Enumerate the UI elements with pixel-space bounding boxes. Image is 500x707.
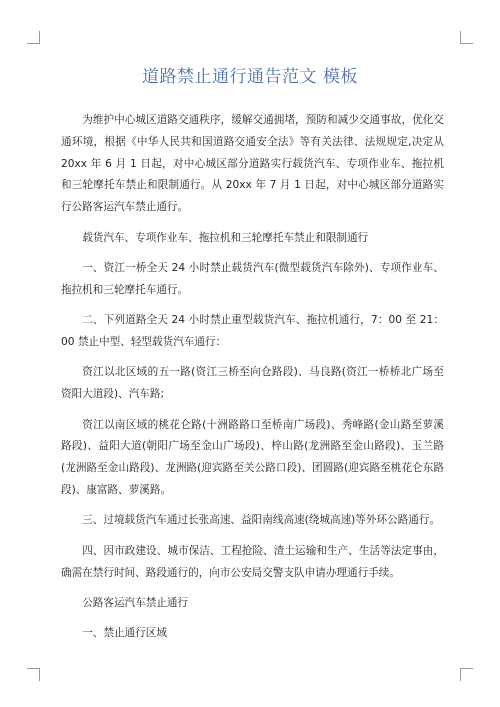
paragraph-intro: 为维护中心城区道路交通秩序，缓解交通拥堵，预防和减少交通事故，优化交通环境，根据《中华人民共和国道路交通安全法》等有关法律、法规规定,决定从 20xx 年 6 月 1 日起，对中心城区部分道路实行载货汽车、专项作业车、拖拉机和三轮摩托车禁止和限制通行。从 20xx 年 7 月 1 日起，对中心城区部分道路实行公路客运汽车禁止通行。 [61,114,444,214]
document-title: 道路禁止通行通告范文 模板 [142,67,358,87]
paragraph-rule-2: 二、下列道路全天 24 小时禁止重型载货汽车、拖拉机通行，7：00 至 21：00 禁止中型、轻型载货汽车通行： [61,314,444,348]
document-body [61,110,444,654]
section-heading-coach: 公路客运汽车禁止通行 [82,596,189,609]
section-heading-freight: 载货汽车、专项作业车、拖拉机和三轮摩托车禁止和限制通行 [82,231,369,244]
crop-mark-top-left [27,31,40,44]
paragraph-north-roads: 资江以北区域的五一路(资江三桥至向仓路段)、马良路(资江一桥桥北广场至资阳大道段)、汽车路; [61,366,444,401]
crop-mark-bottom-right [460,668,473,681]
crop-mark-top-right [460,31,473,44]
crop-mark-bottom-left [27,668,40,681]
paragraph-south-roads: 资江以南区域的桃花仑路(十洲路路口至桥南广场段)、秀峰路(金山路至萝溪路段)、益阳大道(朝阳广场至金山广场段)、梓山路(龙洲路至金山路段)、玉兰路(龙洲路至金山路段)、龙洲路(迎宾路至关公路口段)、团圆路(迎宾路至桃花仑东路段)、康富路、萝溪路。 [61,418,444,496]
paragraph-rule-1: 一、资江一桥全天 24 小时禁止载货汽车(微型载货汽车除外)、专项作业车、拖拉机和三轮摩托车通行。 [61,261,444,296]
paragraph-rule-3: 三、过境载货汽车通过长张高速、益阳南线高速(绕城高速)等外环公路通行。 [82,514,441,527]
paragraph-coach-area: 一、禁止通行区域 [82,627,167,640]
paragraph-rule-4: 四、因市政建设、城市保洁、工程抢险、渣土运输和生产、生活等法定事由，确需在禁行时间、路段通行的，向市公安局交警支队申请办理通行手续。 [61,544,444,579]
